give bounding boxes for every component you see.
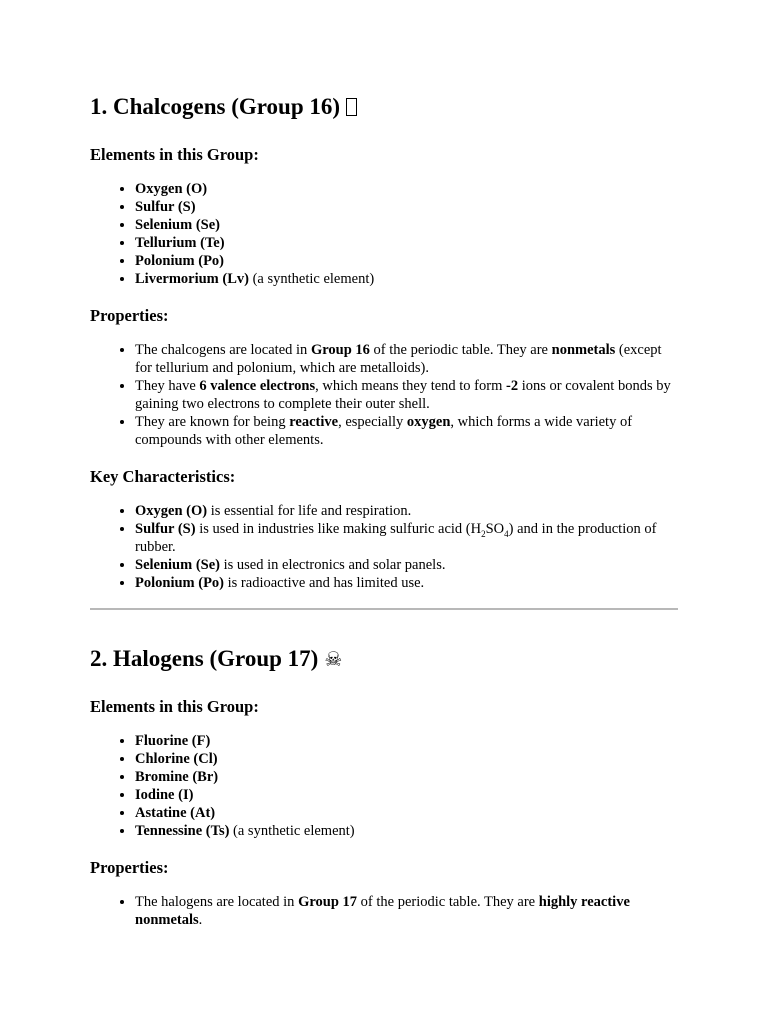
properties-list <box>90 341 678 449</box>
list-item: • Astatine (At) <box>135 804 678 822</box>
section-title-halogens <box>90 644 678 674</box>
list-item: • Polonium (Po) <box>135 252 678 270</box>
list-item: • Sulfur (S) is used in industries like making sulfuric acid $(H_2SO_4)$ and in the production of rubber. <box>135 520 678 556</box>
list-item: • They have 6 valence electrons, which means they tend to form -2 ions or covalent bonds by gaining two electrons to complete their outer shell. <box>135 377 678 413</box>
list-item: • The chalcogens are located in Group 16 of the periodic table. They are nonmetals (except for tellurium and polonium, which are metalloids). <box>135 341 678 377</box>
elements-list <box>90 180 678 288</box>
section-title-text: 1. Chalcogens (Group 16) <box>90 94 341 119</box>
list-item: • Selenium (Se) is used in electronics and solar panels. <box>135 556 678 574</box>
section-title-chalcogens <box>90 92 678 122</box>
list-item: • They are known for being reactive, especially oxygen, which forms a wide variety of compounds with other elements. <box>135 413 678 449</box>
list-item: • Livermorium (Lv) (a synthetic element) <box>135 270 678 288</box>
list-item: • Selenium (Se) <box>135 216 678 234</box>
list-item: • Sulfur (S) <box>135 198 678 216</box>
properties-heading: Properties: <box>90 306 169 325</box>
elements-heading: Elements in this Group: <box>90 697 259 716</box>
key-characteristics-list <box>90 502 678 592</box>
properties-list <box>90 893 678 929</box>
list-item: • Oxygen (O) <box>135 180 678 198</box>
elements-list <box>90 732 678 840</box>
list-item: • Polonium (Po) is radioactive and has limited use. <box>135 574 678 592</box>
list-item: • Oxygen (O) is essential for life and respiration. <box>135 502 678 520</box>
list-item: • Tennessine (Ts) (a synthetic element) <box>135 822 678 840</box>
list-item: • The halogens are located in Group 17 of the periodic table. They are highly reactive nonmetals. <box>135 893 678 929</box>
list-item: • Chlorine (Cl) <box>135 750 678 768</box>
properties-heading: Properties: <box>90 858 169 877</box>
list-item: • Iodine (I) <box>135 786 678 804</box>
elements-heading: Elements in this Group: <box>90 145 259 164</box>
list-item: • Fluorine (F) <box>135 732 678 750</box>
skull-crossbones-icon: ☠ <box>324 647 343 671</box>
list-item: • Bromine (Br) <box>135 768 678 786</box>
section-title-text: 2. Halogens (Group 17) <box>90 646 319 671</box>
key-characteristics-heading: Key Characteristics: <box>90 467 236 486</box>
missing-glyph-icon <box>346 98 357 116</box>
list-item: • Tellurium (Te) <box>135 234 678 252</box>
